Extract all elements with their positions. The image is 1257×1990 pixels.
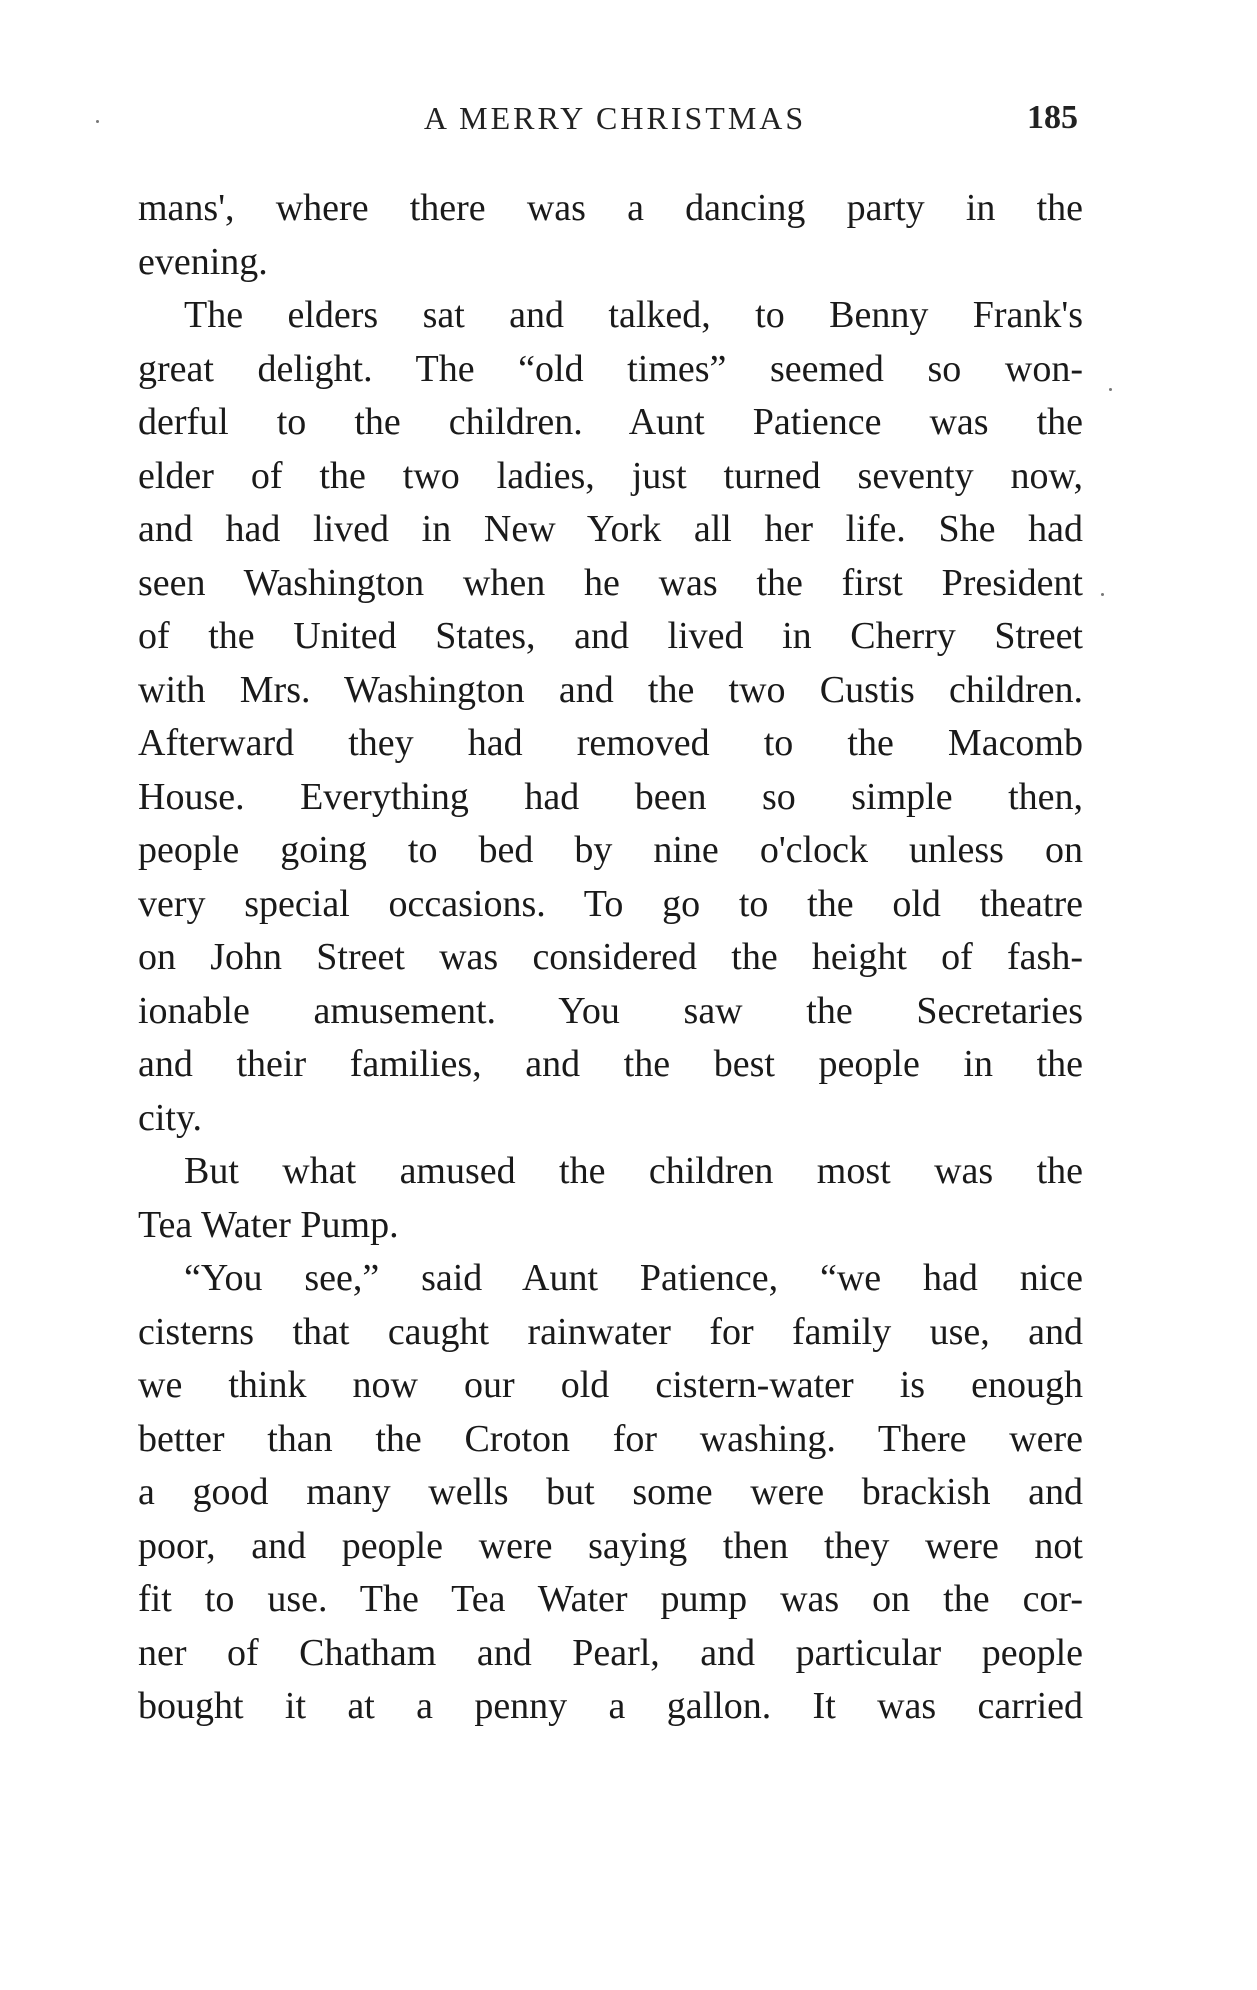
text-line: House. Everything had been so simple then,: [138, 775, 1083, 818]
text-line: seen Washington when he was the first President: [138, 561, 1083, 604]
text-line: Afterward they had removed to the Macomb: [138, 722, 1083, 764]
text-line: great delight. The “old times” seemed so won-: [138, 347, 1083, 390]
running-title: A MERRY CHRISTMAS: [423, 100, 807, 136]
paper-speck: [1101, 593, 1104, 596]
text-line: “You see,” said Aunt Patience, “we had nice: [184, 1257, 1083, 1299]
text-line: elder of the two ladies, just turned seventy now,: [138, 454, 1083, 497]
page-number: 185: [1027, 99, 1078, 136]
text-line: bought it at a penny a gallon. It was carried: [138, 1685, 1083, 1727]
paper-speck: [96, 120, 99, 123]
text-line: people going to bed by nine o'clock unless on: [138, 829, 1083, 871]
text-line: evening.: [138, 240, 268, 283]
text-line: ner of Chatham and Pearl, and particular people: [138, 1631, 1083, 1674]
text-line: But what amused the children most was the: [184, 1150, 1083, 1192]
text-line: a good many wells but some were brackish and: [138, 1471, 1083, 1513]
page-header: [140, 96, 1090, 140]
text-line: we think now our old cistern-water is enough: [138, 1364, 1083, 1406]
text-line: and their families, and the best people in the: [138, 1043, 1083, 1085]
text-line: of the United States, and lived in Cherry Street: [138, 615, 1083, 657]
paper-speck: [1109, 388, 1112, 391]
text-line: poor, and people were saying then they were not: [138, 1524, 1083, 1567]
text-line: very special occasions. To go to the old theatre: [138, 882, 1083, 925]
text-line: and had lived in New York all her life. She had: [138, 508, 1083, 550]
text-line: with Mrs. Washington and the two Custis children.: [138, 668, 1083, 711]
body-text: [138, 182, 1083, 1734]
text-line: on John Street was considered the height of fash-: [138, 936, 1083, 978]
text-line: derful to the children. Aunt Patience was the: [138, 401, 1083, 443]
text-line: city.: [138, 1096, 203, 1139]
text-line: Tea Water Pump.: [138, 1203, 399, 1246]
text-line: fit to use. The Tea Water pump was on the cor-: [138, 1578, 1083, 1620]
text-line: cisterns that caught rainwater for family use, and: [138, 1310, 1083, 1353]
text-line: mans', where there was a dancing party in the: [138, 187, 1083, 229]
text-line: The elders sat and talked, to Benny Frank's: [184, 294, 1083, 336]
text-line: ionable amusement. You saw the Secretaries: [138, 989, 1083, 1032]
text-line: better than the Croton for washing. There were: [138, 1417, 1083, 1460]
